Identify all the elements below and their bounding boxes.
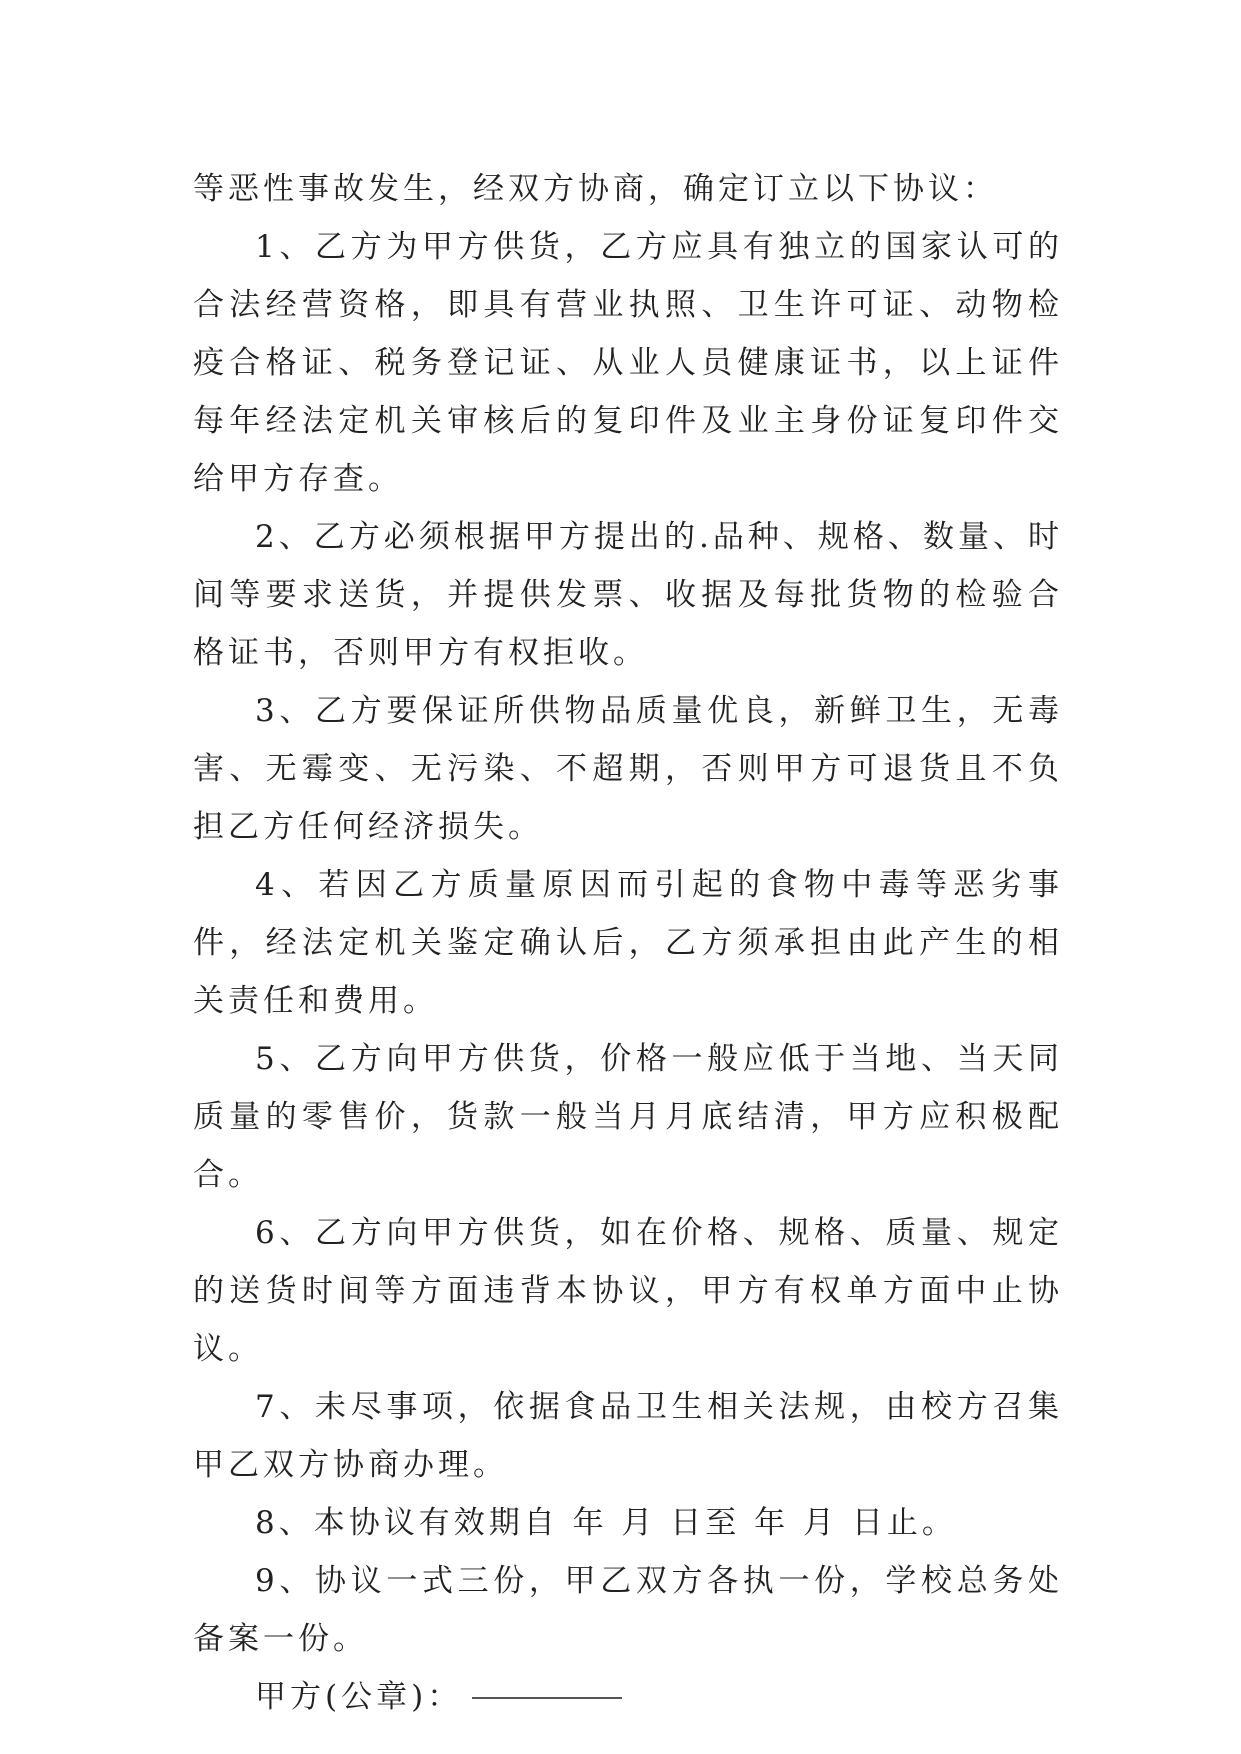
paragraph-intro: 等恶性事故发生，经双方协商，确定订立以下协议： — [193, 171, 998, 207]
signature-label: 甲方(公章)： — [255, 1679, 463, 1715]
clause-4: 4、若因乙方质量原因而引起的食物中毒等恶劣事件，经法定机关鉴定确认后，乙方须承担由此产生的相关责任和费用。 — [193, 867, 1063, 1019]
signature-blank — [472, 1696, 622, 1699]
clause-2: 2、乙方必须根据甲方提出的.品种、规格、数量、时间等要求送货，并提供发票、收据及每批货物的检验合格证书，否则甲方有权拒收。 — [193, 519, 1063, 671]
clause-8: 8、本协议有效期自 年 月 日至 年 月 日止。 — [255, 1505, 957, 1541]
clause-1: 1、乙方为甲方供货，乙方应具有独立的国家认可的合法经营资格，即具有营业执照、卫生许可证、动物检疫合格证、税务登记证、从业人员健康证书，以上证件每年经法定机关审核后的复印件及业主身份证复印件交给甲方存查。 — [193, 229, 1063, 497]
clause-3: 3、乙方要保证所供物品质量优良，新鲜卫生，无毒害、无霉变、无污染、不超期，否则甲方可退货且不负担乙方任何经济损失。 — [193, 693, 1063, 845]
clause-6: 6、乙方向甲方供货，如在价格、规格、质量、规定的送货时间等方面违背本协议，甲方有权单方面中止协议。 — [193, 1215, 1063, 1367]
agreement-body — [193, 160, 1063, 1726]
signature-line — [193, 1668, 1063, 1726]
clause-5: 5、乙方向甲方供货，价格一般应低于当地、当天同质量的零售价，货款一般当月月底结清，甲方应积极配合。 — [193, 1041, 1063, 1193]
clause-7: 7、未尽事项，依据食品卫生相关法规，由校方召集甲乙双方协商办理。 — [193, 1389, 1063, 1483]
clause-9: 9、协议一式三份，甲乙双方各执一份，学校总务处备案一份。 — [193, 1563, 1063, 1657]
